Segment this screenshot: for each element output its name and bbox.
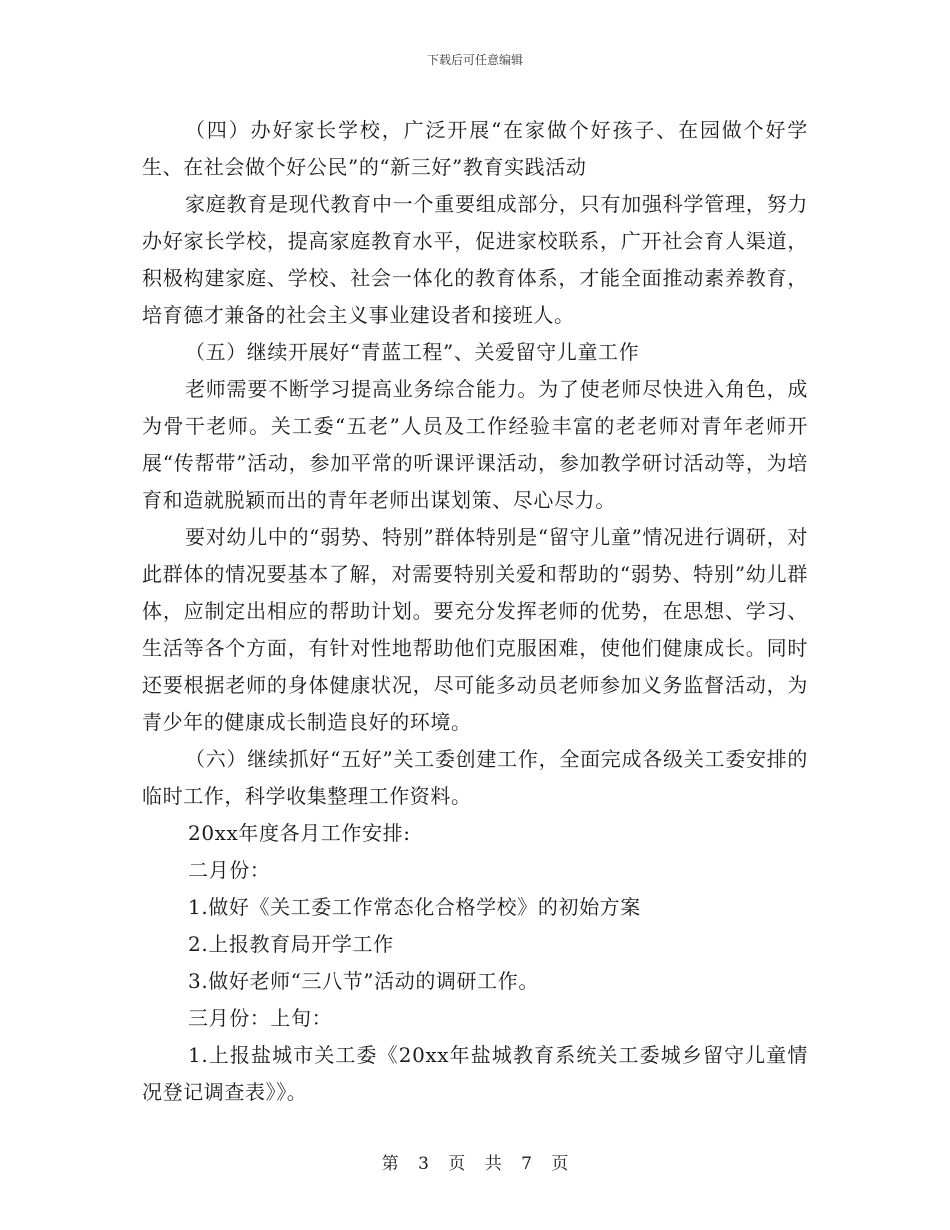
total-page-count: 7 [521,1154,532,1174]
month-heading: 二月份： [188,858,271,882]
list-item: 1.上报盐城市关工委《20xx年盐城教育系统关工委城乡留守儿童情况登记调查表》》。 [142,1043,808,1104]
total-word: 共 [484,1154,502,1174]
page-header-note: 下载后可任意编辑 [426,53,523,67]
list-item: 2.上报教育局开学工作 [188,932,394,956]
schedule-heading: 20xx年度各月工作安排: [188,821,411,845]
page-unit: 页 [448,1154,466,1174]
body-paragraph: 家庭教育是现代教育中一个重要组成部分，只有加强科学管理，努力办好家长学校，提高家庭教育水平，促进家校联系，广开社会育人渠道，积极构建家庭、学校、社会一体化的教育体系，才能全面推动素养教育，培育德才兼备的社会主义事业建设者和接班人。 [142,192,808,327]
page-footer [0,1153,950,1175]
body-paragraph: 要对幼儿中的“弱势、特别”群体特别是“留守儿童”情况进行调研，对此群体的情况要基本了解，对需要特别关爱和帮助的“弱势、特别”幼儿群体，应制定出相应的帮助计划。要充分发挥老师的优势，在思想、学习、生活等各个方面，有针对性地帮助他们克服困难，使他们健康成长。同时还要根据老师的身体健康状况，尽可能多动员老师参加义务监督活动，为青少年的健康成长制造良好的环境。 [142,525,808,734]
document-body [142,112,808,1111]
list-item: 1.做好《关工委工作常态化合格学校》的初始方案 [188,895,641,919]
section-heading-4: （四）办好家长学校，广泛开展“在家做个好孩子、在园做个好学生、在社会做个好公民”的“新三好”教育实践活动 [142,118,808,179]
section-heading-6: （六）继续抓好“五好”关工委创建工作，全面完成各级关工委安排的临时工作，科学收集整理工作资料。 [142,747,808,808]
total-unit: 页 [551,1154,569,1174]
list-item: 3.做好老师“三八节”活动的调研工作。 [188,969,539,993]
month-heading: 三月份：上旬： [188,1006,333,1030]
page-word: 第 [381,1154,399,1174]
section-heading-5: （五）继续开展好“青蓝工程”、关爱留守儿童工作 [185,340,640,364]
body-paragraph: 老师需要不断学习提高业务综合能力。为了使老师尽快进入角色，成为骨干老师。关工委“五老”人员及工作经验丰富的老老师对青年老师开展“传帮带”活动，参加平常的听课评课活动，参加教学研讨活动等，为培育和造就脱颖而出的青年老师出谋划策、尽心尽力。 [142,377,808,512]
current-page-number: 3 [418,1154,429,1174]
